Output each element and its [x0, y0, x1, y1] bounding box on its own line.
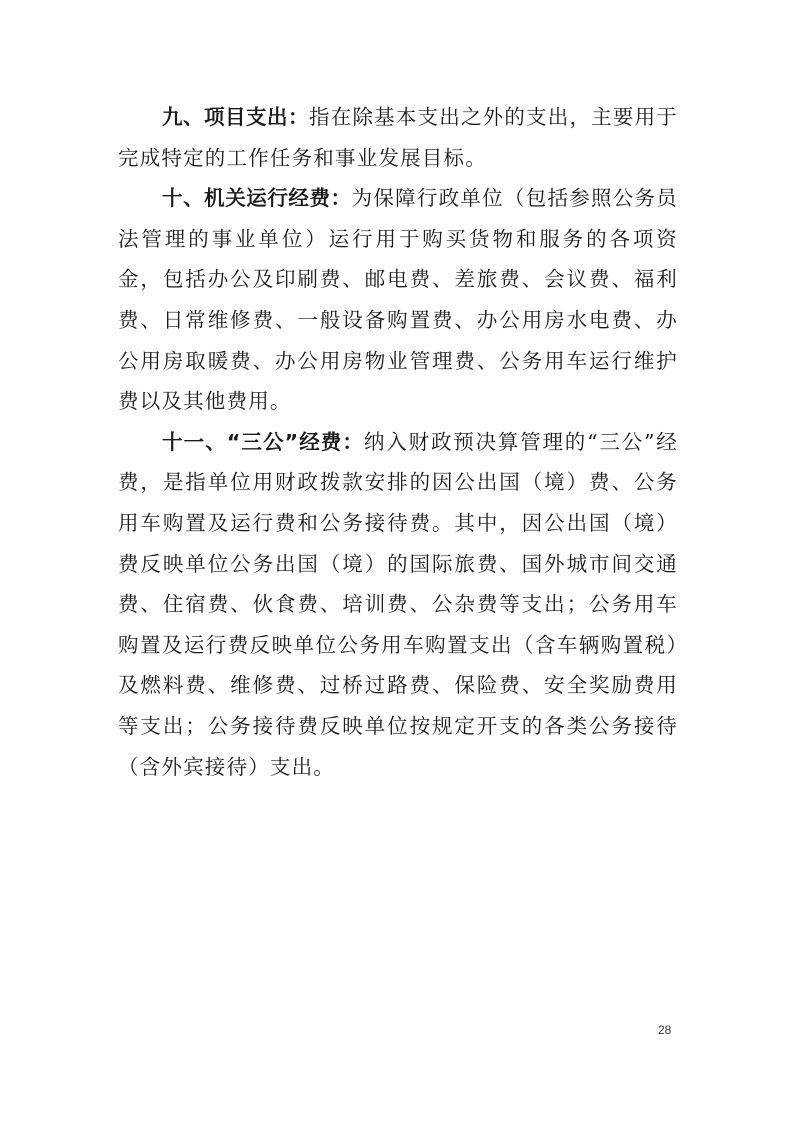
section-text: 为保障行政单位（包括参照公务员法管理的事业单位）运行用于购买货物和服务的各项资金，包括办公及印刷费、邮电费、差旅费、会议费、福利费、日常维修费、一般设备购置费、办公用房水电费、办公用房取暖费、办公用房物业管理费、公务用车运行维护费以及其他费用。	[118, 186, 679, 414]
section-operating-expenses	[118, 178, 678, 422]
section-heading: 九、项目支出：	[162, 105, 310, 129]
section-heading: 十、机关运行经费：	[162, 186, 352, 211]
page-number: 28	[658, 1023, 672, 1037]
section-text: 指在除基本支出之外的支出，主要用于完成特定的工作任务和事业发展目标。	[118, 105, 678, 170]
document-body	[118, 97, 678, 787]
section-project-expenditure	[118, 97, 678, 178]
section-three-public-expenses	[118, 422, 678, 787]
section-text: 纳入财政预决算管理的“三公”经费，是指单位用财政拨款安排的因公出国（境）费、公务用车购置及运行费和公务接待费。其中，因公出国（境）费反映单位公务出国（境）的国际旅费、国外城市间交通费、住宿费、伙食费、培训费、公杂费等支出；公务用车购置及运行费反映单位公务用车购置支出（含车辆购置税）及燃料费、维修费、过桥过路费、保险费、安全奖励费用等支出；公务接待费反映单位按规定开支的各类公务接待（含外宾接待）支出。	[118, 429, 678, 779]
section-heading: 十一、“三公”经费：	[162, 429, 365, 454]
